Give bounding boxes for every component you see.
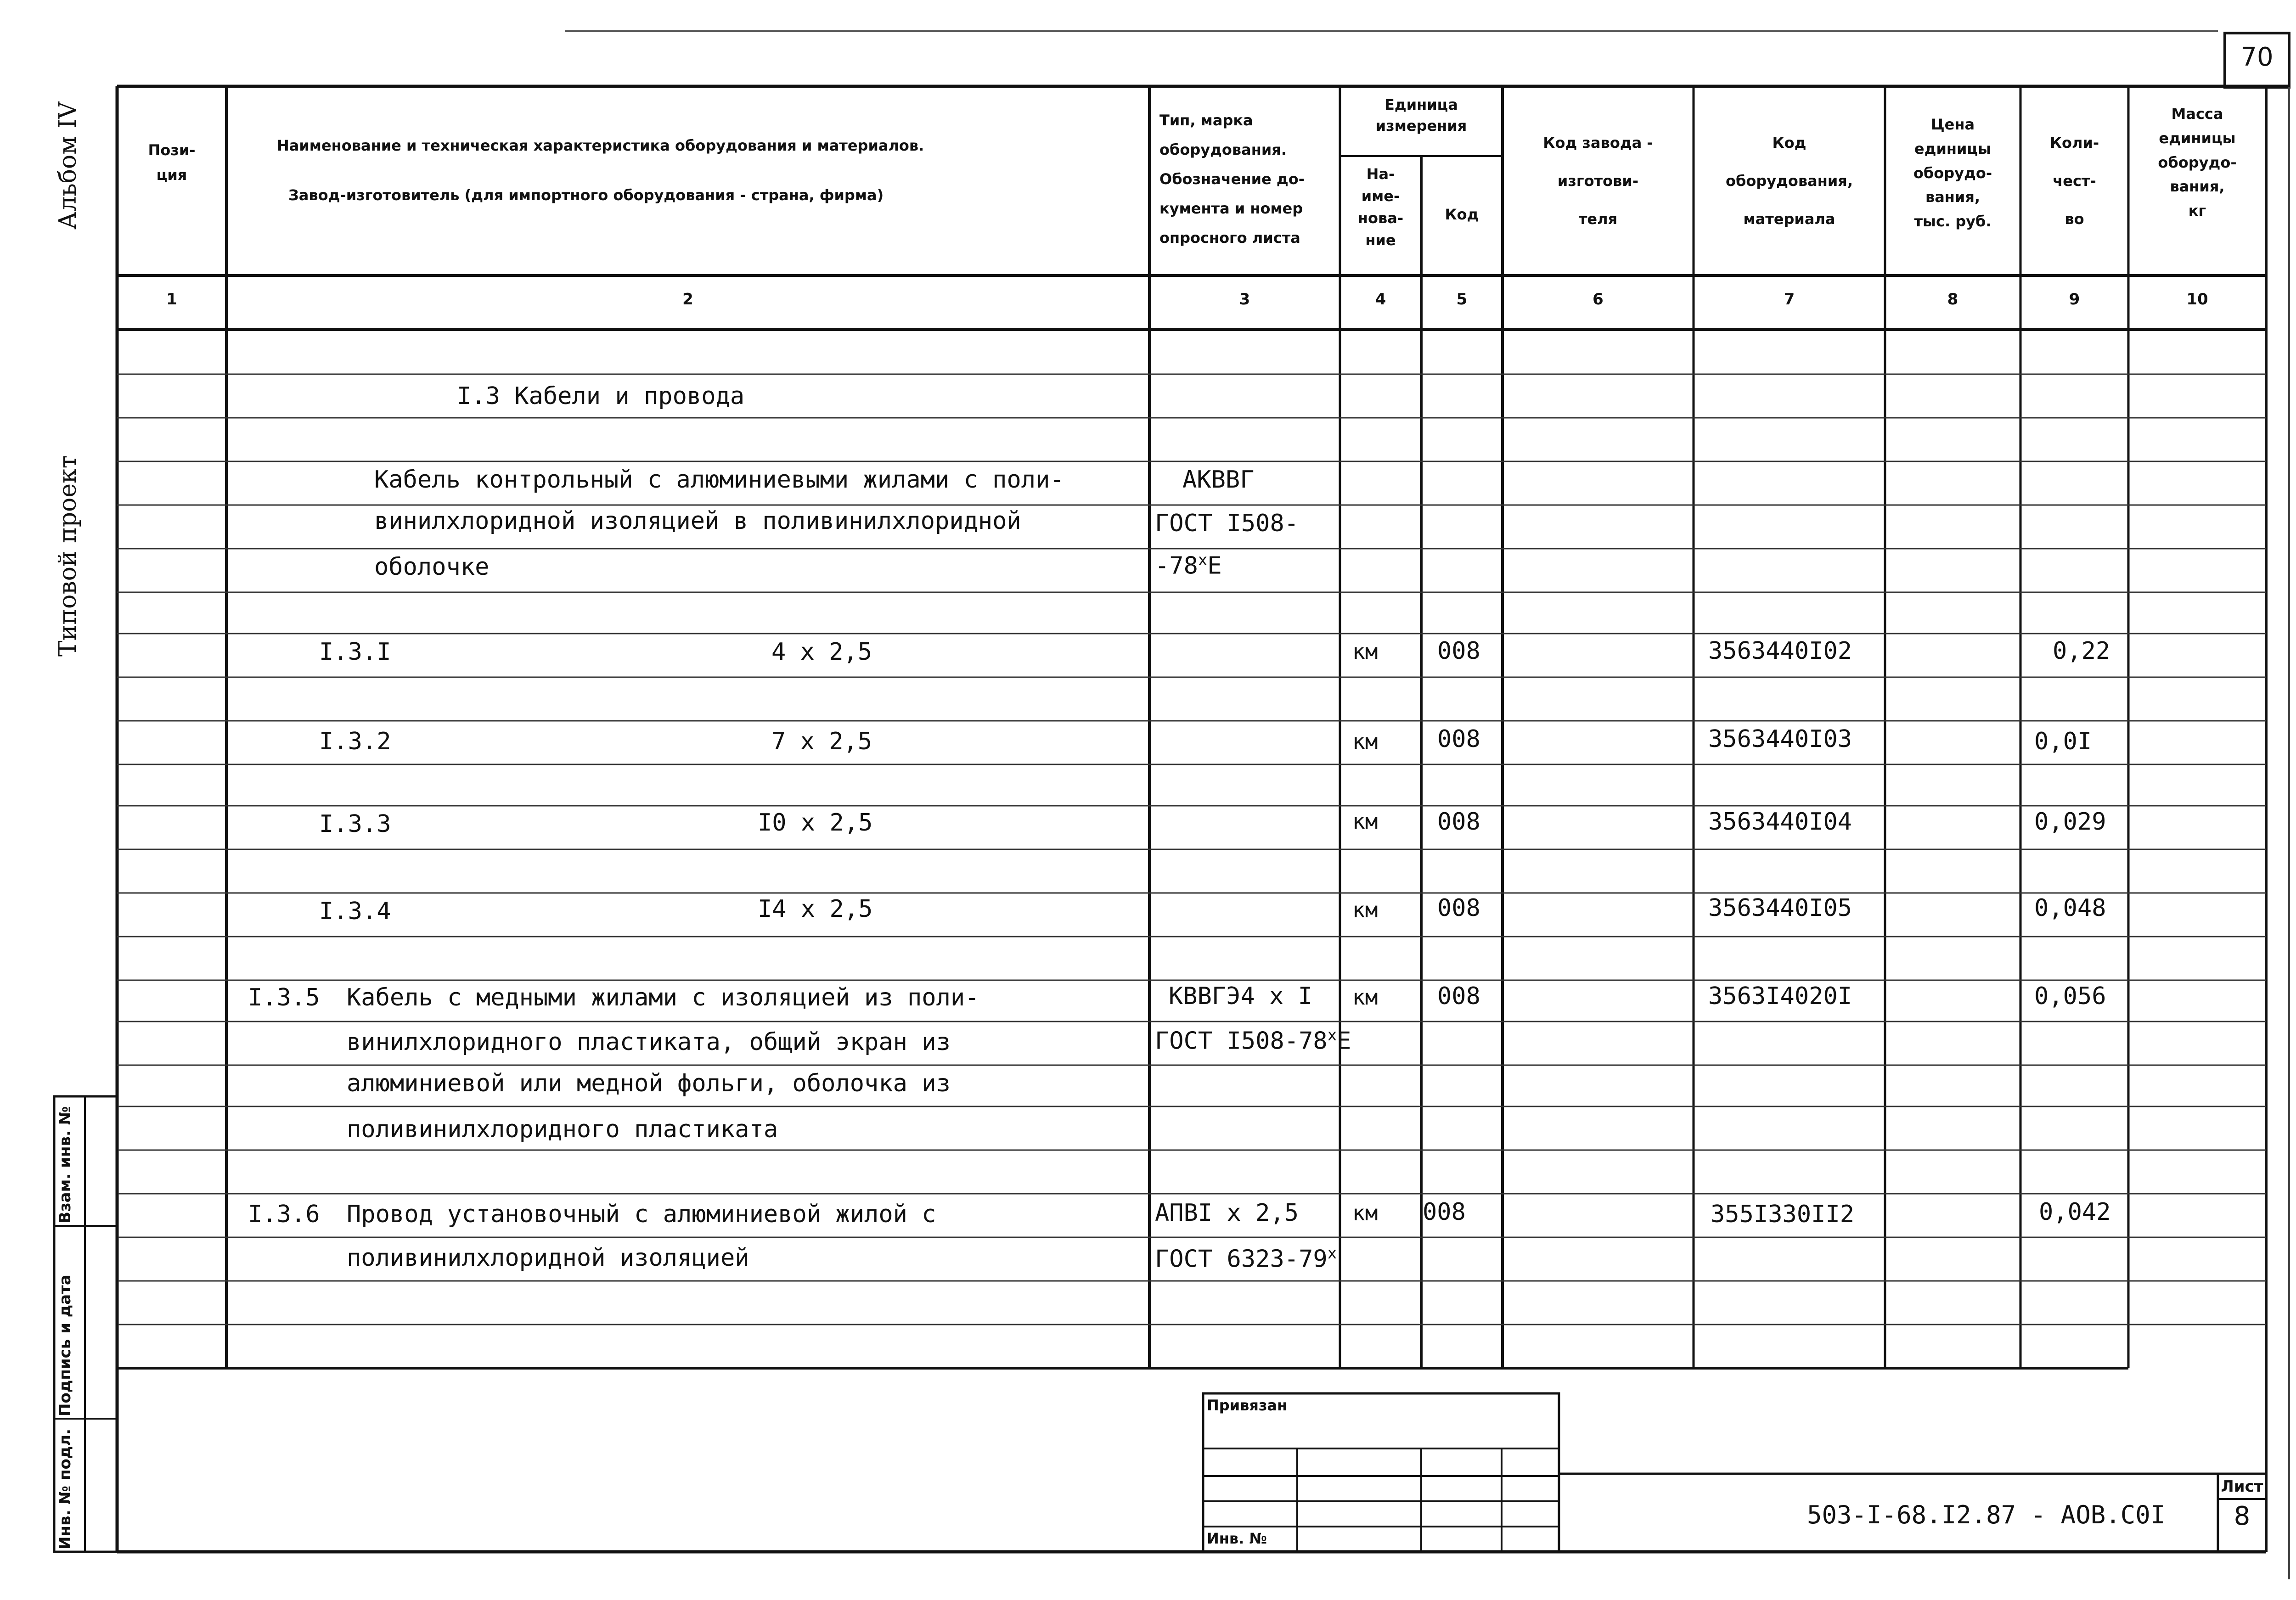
row-size: 7 х 2,5	[771, 728, 872, 755]
header-name-line2: Завод-изготовитель (для импортного оборудования - страна, фирма)	[288, 186, 884, 204]
header-mass: Масса единицы оборудо- вания, кг	[2158, 105, 2237, 220]
sheet-label: Лист	[2221, 1477, 2263, 1496]
row-equipment-code: 3563440I03	[1708, 725, 1852, 753]
header-unit-code: Код	[1445, 206, 1479, 223]
item5-equipment-code: 3563I4020I	[1708, 982, 1852, 1010]
row-code: 008	[1437, 637, 1480, 665]
header-price: Цена единицы оборудо- вания, тыс. руб.	[1913, 116, 1992, 230]
header-unit: Единица измерения	[1375, 96, 1467, 135]
stamp-inv-label: Инв. № подл.	[56, 1428, 74, 1549]
item5-name: винилхлоридного пластиката, общий экран из	[347, 1028, 951, 1056]
row-equipment-code: 3563440I05	[1708, 894, 1852, 922]
header-position: Пози- ция	[148, 141, 196, 184]
col-number: 3	[1239, 290, 1250, 309]
cable-group-name: Кабель контрольный с алюминиевыми жилами с поли-	[374, 466, 1064, 494]
row-size: I4 х 2,5	[758, 895, 873, 923]
item6-unit: км	[1352, 1201, 1378, 1225]
cable-group-doc: $-78^хЕ$	[1155, 551, 1222, 580]
document-code: 503-I-68.I2.87 - АОВ.С0I	[1807, 1500, 2166, 1529]
row-equipment-code: 3563440I02	[1708, 637, 1852, 665]
col-number: 6	[1593, 290, 1604, 309]
row-unit: км	[1352, 809, 1378, 834]
row-code: 008	[1437, 725, 1480, 753]
section-title: I.3 Кабели и провода	[457, 382, 745, 410]
item5-name: поливинилхлоридного пластиката	[347, 1116, 778, 1143]
page-number: 70	[2240, 42, 2273, 72]
item5-type: КВВГЭ4 х I	[1169, 982, 1313, 1010]
item6-doc: ГОСТ $6323-79^х$	[1155, 1244, 1337, 1273]
row-code: 008	[1437, 808, 1480, 836]
row-quantity: 0,22	[2053, 637, 2110, 665]
row-size: 4 х 2,5	[771, 638, 872, 666]
cable-group-type: АКВВГ	[1182, 466, 1255, 494]
item6-name: Провод установочный с алюминиевой жилой с	[347, 1201, 936, 1228]
header-equipment-code: Код оборудования, материала	[1726, 134, 1853, 228]
item6-name: поливинилхлоридной изоляцией	[347, 1244, 749, 1272]
item6-position: I.3.6	[248, 1201, 320, 1228]
col-number: 7	[1784, 290, 1795, 309]
item5-doc: ГОСТ $I508-78^хЕ$	[1155, 1026, 1351, 1055]
col-number: 8	[1947, 290, 1958, 309]
row-unit: км	[1352, 639, 1378, 664]
row-size: I0 х 2,5	[758, 809, 873, 836]
row-equipment-code: 3563440I04	[1708, 808, 1852, 836]
stamp-sign-label: Подпись и дата	[56, 1274, 74, 1416]
item6-quantity: 0,042	[2039, 1198, 2111, 1226]
col-number: 9	[2069, 290, 2080, 309]
cable-group-name: винилхлоридной изоляцией в поливинилхлоридной	[374, 507, 1021, 535]
stamp-replace-label: Взам. инв. №	[56, 1106, 74, 1224]
col-number: 10	[2186, 290, 2208, 309]
stamp-inv-number-label: Инв. №	[1207, 1530, 1267, 1547]
item5-name: алюминиевой или медной фольги, оболочка из	[347, 1070, 951, 1097]
row-unit: км	[1352, 898, 1378, 922]
stamp-attached-label: Привязан	[1207, 1397, 1288, 1414]
row-position: I.3.3	[319, 810, 391, 838]
item6-code: 008	[1423, 1198, 1466, 1226]
row-quantity: 0,029	[2034, 808, 2106, 836]
sheet-number: 8	[2234, 1501, 2251, 1531]
item5-name: Кабель с медными жилами с изоляцией из поли-	[347, 984, 979, 1011]
item5-quantity: 0,056	[2034, 982, 2106, 1010]
album-label: Альбом IV	[54, 101, 82, 230]
col-number: 1	[166, 290, 177, 309]
item5-code: 008	[1437, 982, 1480, 1010]
header-quantity: Коли- чест- во	[2049, 134, 2099, 228]
col-number: 4	[1375, 290, 1386, 309]
row-code: 008	[1437, 894, 1480, 922]
header-type: Тип, марка оборудования. Обозначение до- кумента и номер опросного листа	[1159, 112, 1305, 247]
item6-equipment-code: 355I330II2	[1711, 1201, 1855, 1228]
row-position: I.3.2	[319, 728, 391, 755]
header-unit-name: На- име- нова- ние	[1357, 165, 1404, 249]
row-position: I.3.4	[319, 898, 391, 925]
row-unit: км	[1352, 729, 1378, 754]
header-name-line1: Наименование и техническая характеристика оборудования и материалов.	[277, 137, 924, 154]
cable-group-doc: ГОСТ I508-	[1155, 510, 1299, 537]
project-label: Типовой проект	[54, 455, 82, 657]
row-quantity: 0,0I	[2034, 728, 2092, 755]
row-quantity: 0,048	[2034, 894, 2106, 922]
header-factory-code: Код завода - изготови- теля	[1543, 134, 1653, 228]
item5-position: I.3.5	[248, 984, 320, 1011]
item5-unit: км	[1352, 985, 1378, 1010]
cable-group-name: оболочке	[374, 553, 490, 581]
col-number: 2	[682, 290, 693, 309]
col-number: 5	[1456, 290, 1468, 309]
item6-type: АПВI х 2,5	[1155, 1199, 1299, 1227]
row-position: I.3.I	[319, 638, 391, 666]
